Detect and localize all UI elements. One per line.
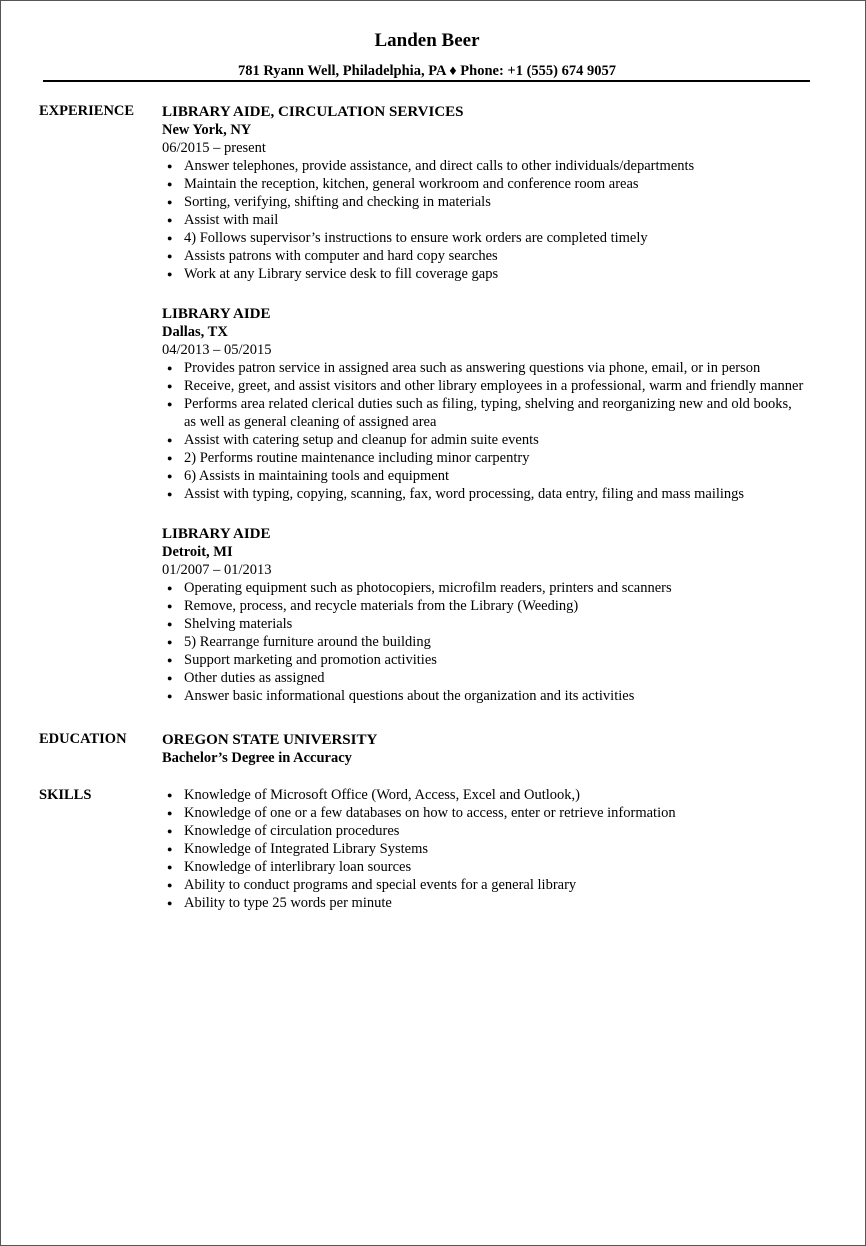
- bullet-icon: ●: [167, 489, 173, 499]
- bullet-icon: ●: [167, 471, 173, 481]
- bullet-icon: ●: [167, 619, 173, 629]
- bullet-icon: ●: [167, 826, 173, 836]
- education-entry: [162, 731, 852, 767]
- bullet-icon: ●: [167, 215, 173, 225]
- list-item: ● 6) Assists in maintaining tools and equipment: [167, 468, 450, 484]
- list-item: ● Knowledge of Microsoft Office (Word, Access, Excel and Outlook,): [167, 787, 580, 803]
- job-title: LIBRARY AIDE, CIRCULATION SERVICES: [162, 104, 464, 120]
- bullet-icon: ●: [167, 583, 173, 593]
- skills-list: [162, 786, 852, 912]
- bullet-icon: ●: [167, 363, 173, 373]
- list-item: ● 4) Follows supervisor’s instructions to ensure work orders are completed timely: [167, 230, 648, 246]
- list-item: ● Assist with catering setup and cleanup for admin suite events: [167, 432, 539, 448]
- bullet-icon: ●: [167, 601, 173, 611]
- bullet-icon: ●: [167, 691, 173, 701]
- bullet-icon: ●: [167, 844, 173, 854]
- list-item: ● 2) Performs routine maintenance including minor carpentry: [167, 450, 530, 466]
- bullet-icon: ●: [167, 808, 173, 818]
- bullet-icon: ●: [167, 179, 173, 189]
- header-divider: [43, 80, 810, 82]
- job-dates: 04/2013 – 05/2015: [162, 342, 272, 358]
- job-location: New York, NY: [162, 122, 252, 138]
- job-duties-list: [162, 359, 852, 503]
- list-item: ● Knowledge of Integrated Library Systems: [167, 841, 429, 857]
- skills-heading: SKILLS: [39, 787, 92, 803]
- job-location: Detroit, MI: [162, 544, 233, 560]
- list-item: ● Answer basic informational questions about the organization and its activities: [167, 688, 635, 704]
- bullet-icon: ●: [167, 197, 173, 207]
- list-item: ● Sorting, verifying, shifting and checking in materials: [167, 194, 491, 210]
- list-item: ● Ability to conduct programs and special events for a general library: [167, 877, 577, 893]
- list-item: ● Ability to type 25 words per minute: [167, 895, 392, 911]
- list-item: ● Assist with mail: [167, 212, 279, 228]
- list-item: ● Shelving materials: [167, 616, 293, 632]
- bullet-icon: ●: [167, 251, 173, 261]
- list-item: ● Knowledge of one or a few databases on how to access, enter or retrieve information: [167, 805, 676, 821]
- bullet-icon: ●: [167, 161, 173, 171]
- bullet-icon: ●: [167, 790, 173, 800]
- bullet-icon: ●: [167, 637, 173, 647]
- bullet-icon: ●: [167, 399, 173, 409]
- education-heading: EDUCATION: [39, 731, 127, 747]
- job-title: LIBRARY AIDE: [162, 306, 271, 322]
- job-entry: [162, 103, 852, 283]
- job-dates: 06/2015 – present: [162, 140, 266, 156]
- list-item: ● Operating equipment such as photocopiers, microfilm readers, printers and scanners: [167, 580, 672, 596]
- contact-line: 781 Ryann Well, Philadelphia, PA ♦ Phone: +1 (555) 674 9057: [238, 63, 616, 79]
- job-title: LIBRARY AIDE: [162, 526, 271, 542]
- job-entry: [162, 305, 852, 503]
- bullet-icon: ●: [167, 435, 173, 445]
- bullet-icon: ●: [167, 655, 173, 665]
- job-duties-list: [162, 579, 852, 705]
- list-item: ● Knowledge of circulation procedures: [167, 823, 400, 839]
- bullet-icon: ●: [167, 898, 173, 908]
- bullet-icon: ●: [167, 233, 173, 243]
- job-entry: [162, 525, 852, 705]
- bullet-icon: ●: [167, 862, 173, 872]
- list-item: ● Assist with typing, copying, scanning, fax, word processing, data entry, filing and mass mailings: [167, 486, 745, 502]
- list-item: ● Receive, greet, and assist visitors and other library employees in a professional, warm and friendly manner: [167, 378, 804, 394]
- experience-heading: EXPERIENCE: [39, 103, 135, 119]
- list-item: ● Support marketing and promotion activities: [167, 652, 437, 668]
- list-item: ● Knowledge of interlibrary loan sources: [167, 859, 412, 875]
- list-item: ● Performs area related clerical duties such as filing, typing, shelving and reorganizing new and old books, as well as general cleaning of assigned area: [167, 396, 792, 430]
- skills-entry: [162, 786, 852, 912]
- list-item: ● Maintain the reception, kitchen, general workroom and conference room areas: [167, 176, 639, 192]
- list-item: ● Assists patrons with computer and hard copy searches: [167, 248, 498, 264]
- job-location: Dallas, TX: [162, 324, 228, 340]
- list-item: ● 5) Rearrange furniture around the building: [167, 634, 431, 650]
- job-duties-list: [162, 157, 852, 283]
- school-name: OREGON STATE UNIVERSITY: [162, 732, 378, 748]
- bullet-icon: ●: [167, 453, 173, 463]
- bullet-icon: ●: [167, 381, 173, 391]
- list-item: ● Other duties as assigned: [167, 670, 325, 686]
- job-dates: 01/2007 – 01/2013: [162, 562, 272, 578]
- candidate-name: Landen Beer: [374, 30, 480, 51]
- list-item: ● Remove, process, and recycle materials from the Library (Weeding): [167, 598, 579, 614]
- bullet-icon: ●: [167, 269, 173, 279]
- bullet-icon: ●: [167, 673, 173, 683]
- bullet-icon: ●: [167, 880, 173, 890]
- list-item: ● Answer telephones, provide assistance, and direct calls to other individuals/departments: [167, 158, 695, 174]
- degree: Bachelor’s Degree in Accuracy: [162, 750, 352, 766]
- list-item: ● Work at any Library service desk to fill coverage gaps: [167, 266, 499, 282]
- list-item: ● Provides patron service in assigned area such as answering questions via phone, email, or in person: [167, 360, 761, 376]
